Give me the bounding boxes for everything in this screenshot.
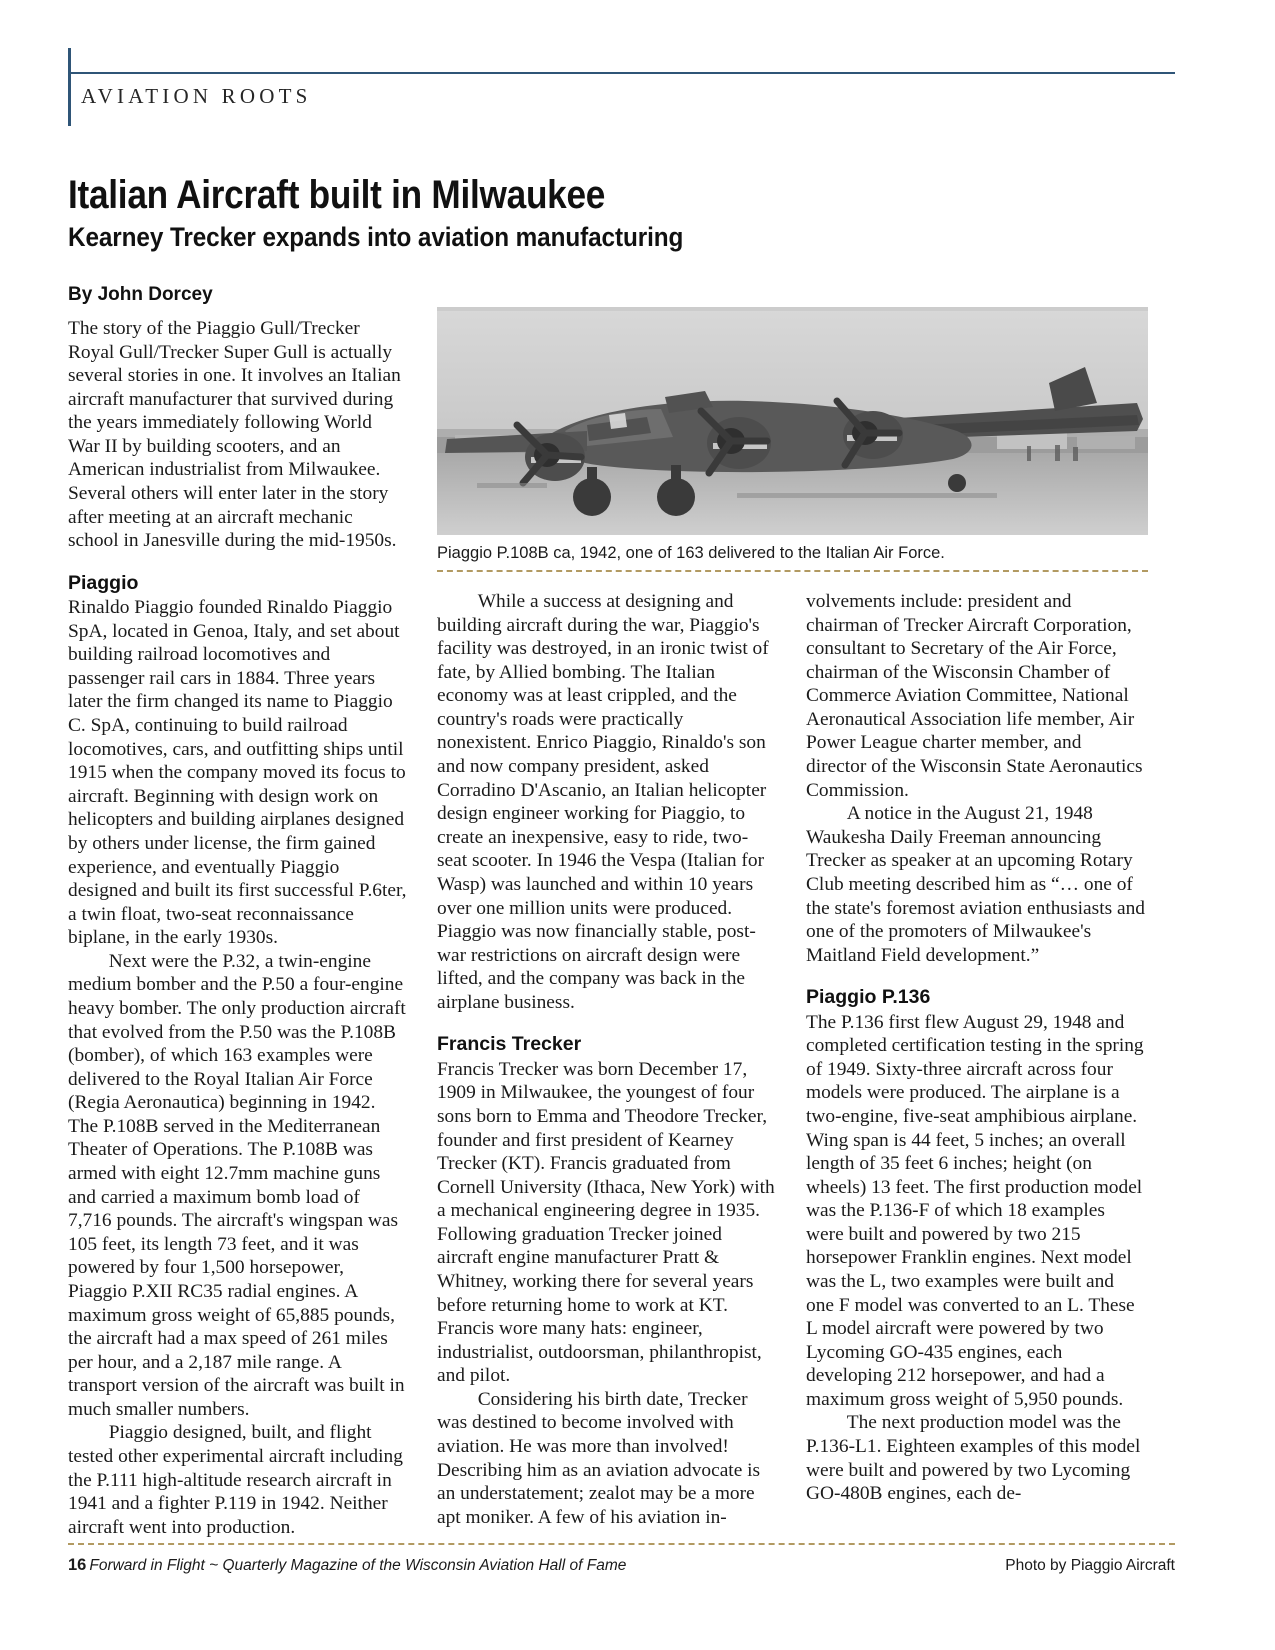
photo-credit: Photo by Piaggio Aircraft (1005, 1557, 1175, 1574)
body-paragraph: Rinaldo Piaggio founded Rinaldo Piaggio SpA, located in Genoa, Italy, and set about building railroad locomotives and passenger rail cars in 1884. Three years later the firm changed its name to Piaggio C. SpA, continuing to build railroad locomotives, cars, and outfitting ships until 1915 when the company moved its focus to aircraft. Beginning with design work on helicopters and building airplanes designed by others under license, the firm gained experience, and eventually Piaggio designed and built its first successful P.6ter, a twin float, two-seat reconnaissance biplane, in the early 1930s. (68, 597, 407, 949)
body-paragraph: The next production model was the P.136-L1. Eighteen examples of this model were built and powered by two Lycoming GO-480B engines, each de- (806, 1412, 1141, 1505)
running-head (68, 48, 1207, 168)
photo-zone (437, 307, 1148, 563)
body-paragraph: volvements include: president and chairman of Trecker Aircraft Corporation, consultant to Secretary of the Air Force, chairman of the Wisconsin Chamber of Commerce Aviation Committee, National Aeronautical Association life member, Air Power League charter member, and director of the Wisconsin State Aeronautics Commission. (806, 591, 1143, 801)
body-column-1 (68, 317, 408, 1539)
section-heading: Piaggio P.136 (806, 986, 931, 1009)
footer-publication-line (68, 1556, 626, 1575)
running-head-horizontal-rule (68, 72, 1175, 74)
body-paragraph: Next were the P.32, a twin-engine medium bomber and the P.50 a four-engine heavy bomber. The only production aircraft that evolved from the P.50 was the P.108B (bomber), of which 163 examples were delivered to the Royal Italian Air Force (Regia Aeronautica) beginning in 1942. The P.108B served in the Mediterranean Theater of Operations. The P.108B was armed with eight 12.7mm machine guns and carried a maximum bomb load of 7,716 pounds. The aircraft's wingspan was 105 feet, its length 73 feet, and it was powered by four 1,500 horsepower, Piaggio P.XII RC35 radial engines. A maximum gross weight of 65,885 pounds, the aircraft had a max speed of 261 miles per hour, and a 2,187 mile range. A transport version of the aircraft was built in much smaller numbers. (68, 950, 406, 1420)
page-footer (68, 1556, 1175, 1575)
body-paragraph: Francis Trecker was born December 17, 1909 in Milwaukee, the youngest of four sons born to Emma and Theodore Trecker, founder and first president of Kearney Trecker (KT). Francis graduated from Cornell University (Ithaca, New York) with a mechanical engineering degree in 1935. Following graduation Trecker joined aircraft engine manufacturer Pratt & Whitney, working there for several years before returning home to work at KT. Francis wore many hats: engineer, industrialist, outdoorsman, philanthropist, and pilot. (437, 1058, 775, 1387)
body-column-3 (806, 590, 1146, 1506)
footer-divider-rule (68, 1543, 1175, 1545)
section-heading: Piaggio (68, 571, 139, 594)
body-paragraph: The story of the Piaggio Gull/Trecker Royal Gull/Trecker Super Gull is actually several stories in one. It involves an Italian aircraft manufacturer that survived during the years immediately following World War II by building scooters, and an American industrialist from Milwaukee. Several others will enter later in the story after meeting at an aircraft mechanic school in Janesville during the mid-1950s. (68, 318, 401, 552)
page-number: 16 (68, 1556, 87, 1574)
title-block (68, 174, 1207, 306)
publication-name: Forward in Flight ~ Quarterly Magazine of the Wisconsin Aviation Hall of Fame (89, 1557, 627, 1574)
photo-divider-rule (437, 570, 1148, 572)
body-column-2 (437, 590, 777, 1529)
running-head-label: AVIATION ROOTS (81, 84, 312, 108)
body-paragraph: While a success at designing and building aircraft during the war, Piaggio's facility was destroyed, in an ironic twist of fate, by Allied bombing. The Italian economy was at least crippled, and the country's roads were practically nonexistent. Enrico Piaggio, Rinaldo's son and now company president, asked Corradino D'Ascanio, an Italian helicopter design engineer working for Piaggio, to create an inexpensive, easy to ride, two-seat scooter. In 1946 the Vespa (Italian for Wasp) was launched and within 10 years over one million units were produced. Piaggio was now financially stable, post-war restrictions on aircraft design were lifted, and the company was back in the airplane business. (437, 591, 769, 1013)
body-paragraph: A notice in the August 21, 1948 Waukesha Daily Freeman announcing Trecker as speaker at an upcoming Rotary Club meeting described him as “… one of the state's foremost aviation enthusiasts and one of the promoters of Milwaukee's Maitland Field development.” (806, 803, 1145, 966)
article-photo (437, 307, 1148, 535)
byline: By John Dorcey (68, 284, 213, 306)
body-paragraph: The P.136 first flew August 29, 1948 and completed certification testing in the spring of 1949. Sixty-three aircraft across four models were produced. The airplane is a two-engine, five-seat amphibious airplane. Wing span is 44 feet, 5 inches; an overall length of 35 feet 6 inches; height (on wheels) 13 feet. The first production model was the P.136-F of which 18 examples were built and powered by two 215 horsepower Franklin engines. Next model was the L, two examples were built and one F model was converted to an L. These L model aircraft were powered by two Lycoming GO-435 engines, each developing 212 horsepower, and had a maximum gross weight of 5,950 pounds. (806, 1011, 1144, 1410)
body-paragraph: Considering his birth date, Trecker was destined to become involved with aviation. He was more than involved! Describing him as an aviation advocate is an understatement; zealot may be a more apt moniker. A few of his aviation in- (437, 1388, 761, 1528)
page-title: Italian Aircraft built in Milwaukee (68, 173, 606, 217)
page-subtitle: Kearney Trecker expands into aviation manufacturing (68, 222, 684, 253)
section-heading: Francis Trecker (437, 1033, 582, 1056)
body-paragraph: Piaggio designed, built, and flight tested other experimental aircraft including the P.111 high-altitude research aircraft in 1941 and a fighter P.119 in 1942. Neither aircraft went into production. (68, 1422, 403, 1538)
running-head-vertical-rule (68, 48, 71, 126)
photo-caption: Piaggio P.108B ca, 1942, one of 163 delivered to the Italian Air Force. (437, 544, 945, 562)
